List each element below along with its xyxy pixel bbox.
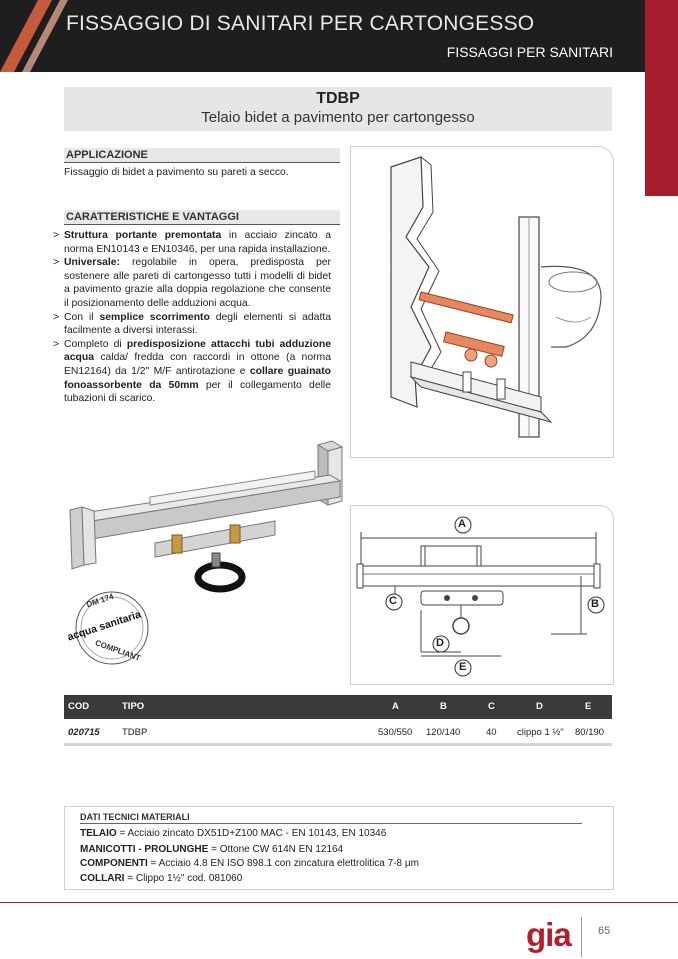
caratteristiche-heading: CARATTERISTICHE E VANTAGGI <box>64 210 340 225</box>
header-stripes <box>0 0 645 72</box>
logo-divider <box>581 917 582 957</box>
gia-logo: gia <box>526 916 571 953</box>
product-code: TDBP <box>316 90 360 107</box>
cell-d: clippo 1 ½" <box>517 727 564 738</box>
dim-label-b: B <box>591 598 599 610</box>
col-a: A <box>392 701 399 712</box>
badge-bottom-text: COMPLIANT <box>93 638 142 663</box>
col-d: D <box>536 701 543 712</box>
installation-drawing <box>351 147 613 457</box>
cell-b: 120/140 <box>426 727 461 738</box>
feature-item: > Con il semplice scorrimento degli elementi si adatta facilmente a diversi interassi. <box>53 311 332 337</box>
applicazione-text: Fissaggio di bidet a pavimento su pareti a secco. <box>64 167 289 178</box>
cell-c: 40 <box>486 727 497 738</box>
product-title-box <box>64 87 612 131</box>
badge-top-text: DM 174 <box>85 591 115 610</box>
frame-illustration-box <box>350 146 614 458</box>
features-list <box>53 229 331 406</box>
table-row <box>64 723 612 746</box>
col-b: B <box>440 701 447 712</box>
tech-line-telaio: TELAIO = Acciaio zincato DX51D+Z100 MAC - EN 10143, EN 10346 <box>80 828 387 839</box>
dim-label-e: E <box>459 661 467 673</box>
cell-tipo: TDBP <box>122 727 148 738</box>
dim-label-d: D <box>436 637 444 649</box>
cell-e: 80/190 <box>575 727 605 738</box>
table-header <box>64 695 612 719</box>
cell-cod: 020715 <box>68 727 100 738</box>
cell-a: 530/550 <box>378 727 413 738</box>
dim-label-c: C <box>389 595 397 607</box>
product-photo <box>60 435 355 610</box>
feature-item: > Universale: regolabile in opera, predisposta per sostenere alle pareti di cartongesso tutti i modelli di bidet a pavimento grazie alla doppia regolazione che consente il posizionamento delle adduzioni acqua. <box>53 257 331 309</box>
tech-line-manicotti: MANICOTTI - PROLUNGHE = Ottone CW 614N EN 12164 <box>80 844 344 855</box>
dim-label-a: A <box>458 518 466 530</box>
dm174-badge <box>64 588 160 668</box>
col-e: E <box>585 701 592 712</box>
red-side-tab <box>645 0 678 196</box>
feature-item: > Struttura portante premontata in acciaio zincato a norma EN10143 e EN10346, per una rapida installazione. <box>53 230 331 255</box>
col-tipo: TIPO <box>122 701 145 712</box>
page-header <box>0 0 645 72</box>
tech-heading: DATI TECNICI MATERIALI <box>80 812 582 824</box>
feature-item: > Completo di predisposizione attacchi tubi adduzione acqua calda/ fredda con raccordi in ottone (a norma EN12164) da 1/2" M/F antirotazione e collare guainato fonoassorbente da 50mm per il collegamento delle tubazioni di scarico. <box>53 338 332 405</box>
footer-line <box>0 902 678 903</box>
header-subtitle: FISSAGGI PER SANITARI <box>446 44 613 60</box>
product-description: Telaio bidet a pavimento per cartongesso <box>201 109 475 126</box>
tech-line-collari: COLLARI = Clippo 1½" cod. 081060 <box>80 873 243 884</box>
col-cod: COD <box>68 701 90 712</box>
header-title: FISSAGGIO DI SANITARI PER CARTONGESSO <box>66 12 535 35</box>
page-number: 65 <box>598 925 611 937</box>
applicazione-heading: APPLICAZIONE <box>64 148 340 163</box>
col-c: C <box>488 701 495 712</box>
badge-middle-text: acqua sanitaria <box>66 608 143 644</box>
dimension-drawing-box <box>350 505 614 685</box>
tech-line-componenti: COMPONENTI = Acciaio 4.8 EN ISO 898.1 con zincatura elettrolitica 7-8 µm <box>80 858 419 869</box>
